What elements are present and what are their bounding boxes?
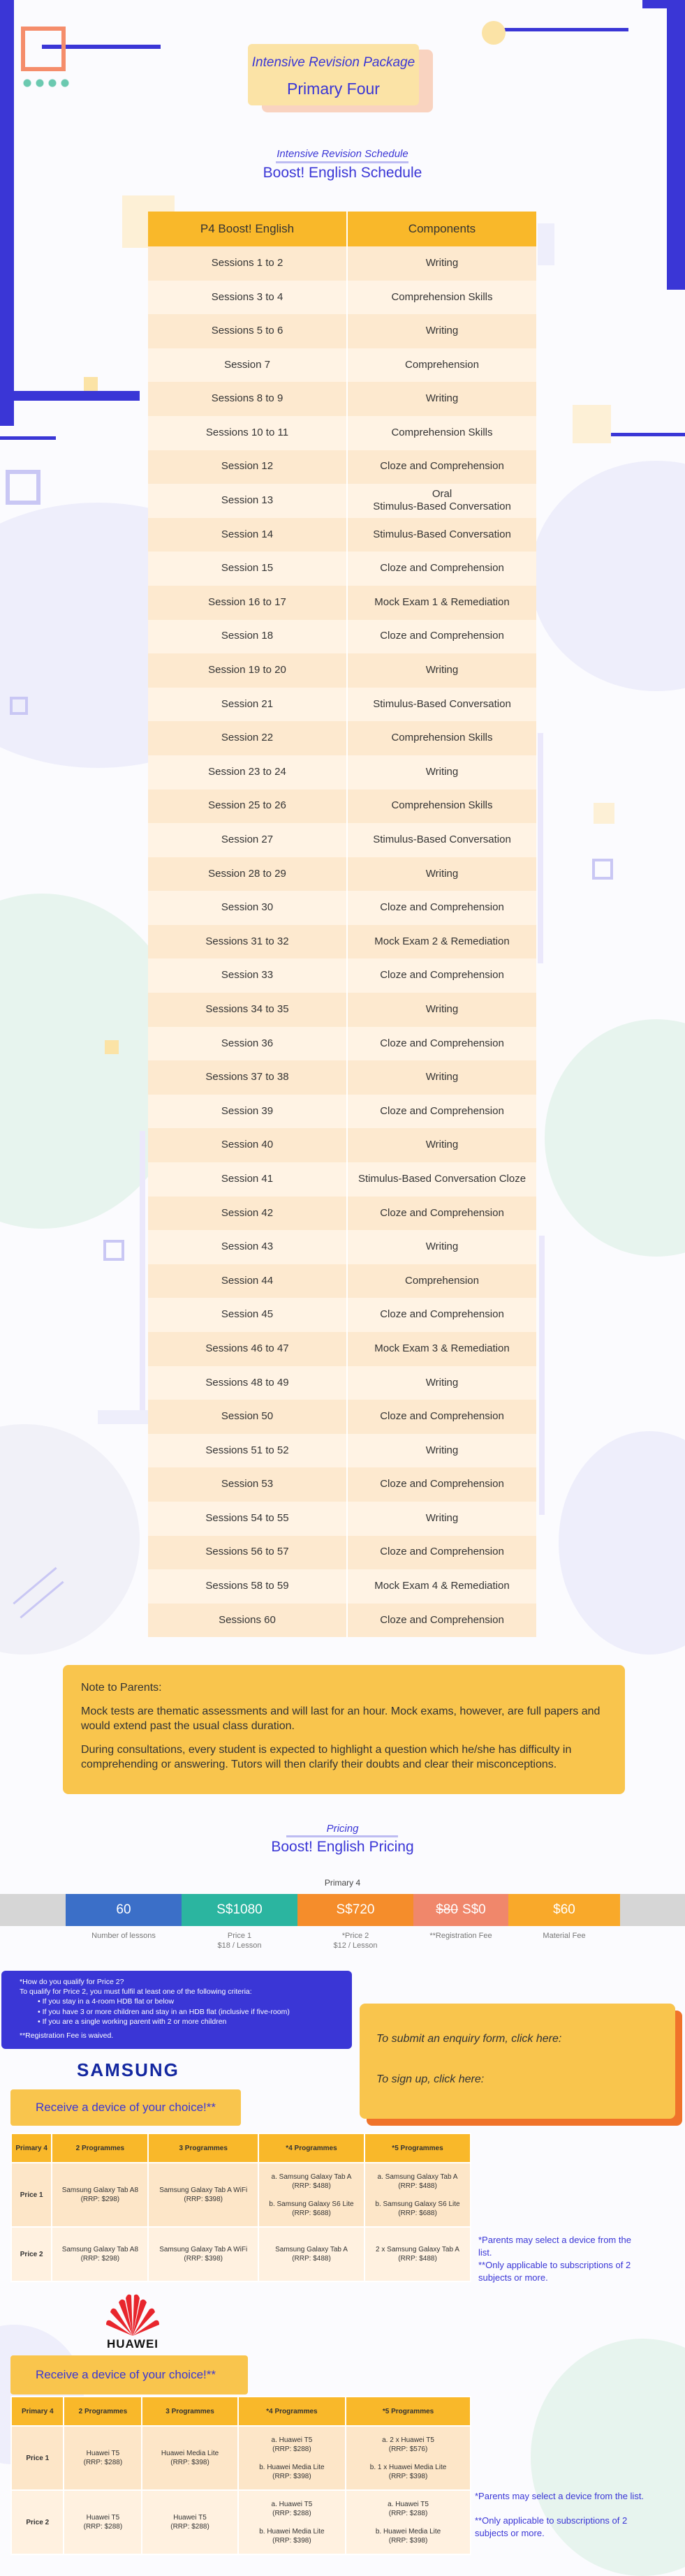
session-cell: Session 13	[148, 484, 347, 518]
table-row	[148, 518, 536, 552]
session-cell: Session 14	[148, 518, 347, 552]
schedule-header-row	[148, 212, 536, 246]
table-row	[148, 790, 536, 824]
table-row	[148, 1298, 536, 1332]
component-cell: Comprehension	[347, 1264, 536, 1298]
decor-bar	[0, 0, 14, 426]
decor-bar	[642, 0, 685, 8]
session-cell: Session 39	[148, 1095, 347, 1129]
component-cell: Writing	[347, 314, 536, 348]
pricing-value: S$1080	[216, 1902, 263, 1917]
component-cell: Writing	[347, 1502, 536, 1536]
schedule-title: Boost! English Schedule	[263, 165, 422, 181]
session-cell: Session 44	[148, 1264, 347, 1298]
pricing-value: $60	[553, 1902, 575, 1917]
session-cell: Session 53	[148, 1467, 347, 1502]
table-row	[148, 1434, 536, 1468]
package-subtitle: Intensive Revision Package	[251, 55, 415, 70]
device-col-header: 3 Programmes	[142, 2397, 237, 2426]
table-row	[148, 857, 536, 891]
schedule-table-wrap	[148, 212, 536, 1637]
table-row	[148, 688, 536, 722]
session-cell: Session 30	[148, 891, 347, 925]
session-cell: Session 27	[148, 823, 347, 857]
bg-blob	[0, 1424, 140, 1655]
component-cell: Cloze and Comprehension	[347, 552, 536, 586]
decor-square	[594, 803, 614, 824]
session-cell: Session 50	[148, 1400, 347, 1434]
price-tier-cell: Price 1	[11, 2426, 64, 2490]
table-row	[148, 1332, 536, 1366]
device-row	[11, 2426, 471, 2490]
bg-blob	[545, 1019, 685, 1257]
device-col-header: *4 Programmes	[258, 2133, 364, 2163]
device-col-header: *5 Programmes	[364, 2133, 471, 2163]
session-cell: Sessions 58 to 59	[148, 1569, 347, 1604]
device-cell: Huawei Media Lite (RRP: $398)	[142, 2426, 237, 2490]
table-row	[148, 1502, 536, 1536]
table-row	[148, 620, 536, 654]
device-cell: Huawei T5 (RRP: $288)	[142, 2490, 237, 2554]
device-row	[11, 2227, 471, 2281]
device-header-row	[11, 2133, 471, 2163]
session-cell: Session 42	[148, 1197, 347, 1231]
device-col-header: *4 Programmes	[238, 2397, 346, 2426]
table-row	[148, 314, 536, 348]
huawei-note: **Only applicable to subscriptions of 2 subjects or more.	[475, 2515, 628, 2538]
component-cell: Cloze and Comprehension	[347, 1400, 536, 1434]
table-row	[148, 281, 536, 315]
device-cell: Samsung Galaxy Tab A WiFi (RRP: $398)	[148, 2163, 258, 2227]
device-cell: a. Huawei T5 (RRP: $288) b. Huawei Media Lite (RRP: $398)	[346, 2490, 471, 2554]
table-row	[148, 1569, 536, 1604]
session-cell: Sessions 34 to 35	[148, 993, 347, 1027]
device-col-header: 2 Programmes	[52, 2133, 148, 2163]
table-row	[148, 1536, 536, 1570]
session-cell: Sessions 48 to 49	[148, 1366, 347, 1400]
device-cell: a. 2 x Huawei T5 (RRP: $576) b. 1 x Huawei Media Lite (RRP: $398)	[346, 2426, 471, 2490]
decor-dots	[21, 78, 70, 88]
device-col-header: Primary 4	[11, 2397, 64, 2426]
component-cell: Mock Exam 3 & Remediation	[347, 1332, 536, 1366]
component-cell: Comprehension Skills	[347, 790, 536, 824]
pricing-label	[66, 1931, 182, 1941]
schedule-col-header: Components	[347, 212, 536, 246]
device-col-header: 3 Programmes	[148, 2133, 258, 2163]
pricing-label	[297, 1931, 413, 1951]
component-cell: Writing	[347, 993, 536, 1027]
pricing-segment	[413, 1894, 508, 1926]
qualify-heading: *How do you qualify for Price 2?	[20, 1978, 124, 1986]
device-cell: a. Huawei T5 (RRP: $288) b. Huawei Media Lite (RRP: $398)	[238, 2426, 346, 2490]
table-row	[148, 925, 536, 959]
pricing-label-line: Number of lessons	[91, 1932, 156, 1940]
device-cell: Huawei T5 (RRP: $288)	[64, 2426, 142, 2490]
table-row	[148, 484, 536, 518]
decor-bar	[0, 436, 56, 440]
package-title: Primary Four	[287, 80, 380, 98]
decor-square	[573, 405, 611, 443]
pricing-label-line: *Price 2	[341, 1932, 369, 1940]
qualify-bullet: • If you have 3 or more children and stay in an HDB flat (inclusive if five-room)	[38, 2007, 290, 2016]
device-row	[11, 2490, 471, 2554]
price-tier-cell: Price 2	[11, 2490, 64, 2554]
component-cell: Writing	[347, 1060, 536, 1095]
session-cell: Sessions 60	[148, 1604, 347, 1638]
note-to-parents	[63, 1665, 625, 1794]
decor-circle	[482, 21, 506, 45]
table-row	[148, 653, 536, 688]
schedule-table	[148, 212, 536, 1637]
component-cell: Comprehension Skills	[347, 281, 536, 315]
device-cell: Samsung Galaxy Tab A (RRP: $488)	[258, 2227, 364, 2281]
component-cell: Cloze and Comprehension	[347, 620, 536, 654]
table-row	[148, 348, 536, 383]
session-cell: Session 36	[148, 1027, 347, 1061]
component-cell: Writing	[347, 857, 536, 891]
component-cell: Comprehension Skills	[347, 721, 536, 755]
component-cell: Mock Exam 1 & Remediation	[347, 586, 536, 620]
component-cell: Cloze and Comprehension	[347, 1095, 536, 1129]
decor-square	[10, 697, 28, 715]
decor-line	[140, 1131, 145, 1424]
pricing-subtitle: Pricing	[326, 1823, 359, 1835]
component-cell: Cloze and Comprehension	[347, 1604, 536, 1638]
table-row	[148, 1162, 536, 1197]
device-header-row	[11, 2397, 471, 2426]
component-cell: Mock Exam 4 & Remediation	[347, 1569, 536, 1604]
table-row	[148, 891, 536, 925]
device-cell: Samsung Galaxy Tab A8 (RRP: $298)	[52, 2227, 148, 2281]
signup-link[interactable]: To sign up, click here:	[376, 2073, 485, 2085]
component-cell: Oral Stimulus-Based Conversation	[347, 484, 536, 518]
samsung-device-table	[10, 2133, 471, 2282]
pricing-label-line: $12 / Lesson	[333, 1941, 378, 1950]
note-paragraph: During consultations, every student is expected to highlight a question which he/she has difficulty in comprehending or answering. Tutors will then clarify their doubts and clear their misconceptions.	[81, 1743, 572, 1771]
session-cell: Session 15	[148, 552, 347, 586]
session-cell: Session 21	[148, 688, 347, 722]
pricing-label-line: Material Fee	[543, 1932, 586, 1940]
device-col-header: 2 Programmes	[64, 2397, 142, 2426]
decor-square	[21, 27, 66, 71]
component-cell: Stimulus-Based Conversation	[347, 688, 536, 722]
schedule-body	[148, 246, 536, 1637]
qualify-footer: **Registration Fee is waived.	[20, 2031, 114, 2040]
decor-square	[538, 223, 554, 265]
huawei-logo-text: HUAWEI	[107, 2337, 159, 2351]
pricing-segment	[66, 1894, 182, 1926]
session-cell: Session 19 to 20	[148, 653, 347, 688]
decor-square	[6, 470, 40, 505]
session-cell: Session 28 to 29	[148, 857, 347, 891]
session-cell: Sessions 37 to 38	[148, 1060, 347, 1095]
decor-bar	[667, 0, 685, 290]
table-row	[148, 586, 536, 620]
component-cell: Stimulus-Based Conversation	[347, 518, 536, 552]
pricing-label	[508, 1931, 620, 1941]
samsung-note: *Parents may select a device from the list.	[478, 2235, 631, 2258]
session-cell: Session 22	[148, 721, 347, 755]
session-cell: Session 12	[148, 450, 347, 484]
decor-line	[539, 1236, 545, 1515]
schedule-subtitle: Intensive Revision Schedule	[277, 148, 408, 160]
session-cell: Session 45	[148, 1298, 347, 1332]
pricing-label-line: **Registration Fee	[429, 1932, 492, 1940]
device-cell: a. Huawei T5 (RRP: $288) b. Huawei Media Lite (RRP: $398)	[238, 2490, 346, 2554]
price-tier-cell: Price 2	[11, 2227, 52, 2281]
component-cell: Writing	[347, 1434, 536, 1468]
session-cell: Session 18	[148, 620, 347, 654]
pricing-value: 60	[116, 1902, 131, 1917]
table-row	[148, 1230, 536, 1264]
component-cell: Cloze and Comprehension	[347, 1467, 536, 1502]
pricing-title: Boost! English Pricing	[271, 1839, 414, 1855]
session-cell: Session 7	[148, 348, 347, 383]
note-heading: Note to Parents:	[81, 1682, 162, 1694]
decor-line	[538, 733, 543, 963]
table-row	[148, 1027, 536, 1061]
table-row	[148, 1128, 536, 1162]
qualify-bullet: • If you stay in a 4-room HDB flat or below	[38, 1997, 175, 2006]
component-cell: Writing	[347, 1230, 536, 1264]
pricing-value: S$720	[336, 1902, 375, 1917]
samsung-logo: SAMSUNG	[77, 2059, 179, 2080]
subtitle-underline	[286, 1835, 398, 1837]
bg-blob	[531, 461, 685, 691]
session-cell: Session 16 to 17	[148, 586, 347, 620]
component-cell: Writing	[347, 653, 536, 688]
struck-price: $80	[436, 1902, 458, 1917]
device-col-header: *5 Programmes	[346, 2397, 471, 2426]
session-cell: Session 33	[148, 958, 347, 993]
component-cell: Writing	[347, 755, 536, 790]
decor-square	[592, 859, 613, 880]
session-cell: Sessions 3 to 4	[148, 281, 347, 315]
component-cell: Writing	[347, 1366, 536, 1400]
pricing-segment	[508, 1894, 620, 1926]
huawei-note: *Parents may select a device from the list.	[475, 2491, 645, 2501]
table-row	[148, 993, 536, 1027]
table-row	[148, 382, 536, 416]
table-row	[148, 1366, 536, 1400]
pricing-label-line: $18 / Lesson	[217, 1941, 262, 1950]
table-row	[148, 958, 536, 993]
component-cell: Cloze and Comprehension	[347, 1027, 536, 1061]
schedule-col-header: P4 Boost! English	[148, 212, 347, 246]
table-row	[148, 1400, 536, 1434]
table-row	[148, 246, 536, 281]
component-cell: Comprehension	[347, 348, 536, 383]
price2-qualification	[1, 1971, 352, 2049]
bg-blob	[531, 2339, 685, 2576]
table-row	[148, 1060, 536, 1095]
table-row	[148, 755, 536, 790]
pricing-segment	[182, 1894, 297, 1926]
device-cell: a. Samsung Galaxy Tab A (RRP: $488) b. Samsung Galaxy S6 Lite (RRP: $688)	[258, 2163, 364, 2227]
subtitle-underline	[276, 161, 408, 163]
enquiry-link[interactable]: To submit an enquiry form, click here:	[376, 2033, 562, 2045]
enquiry-card	[360, 2004, 675, 2119]
device-cell: Huawei T5 (RRP: $288)	[64, 2490, 142, 2554]
component-cell: Cloze and Comprehension	[347, 1197, 536, 1231]
device-cell: 2 x Samsung Galaxy Tab A (RRP: $488)	[364, 2227, 471, 2281]
table-row	[148, 1197, 536, 1231]
session-cell: Sessions 51 to 52	[148, 1434, 347, 1468]
component-cell: Cloze and Comprehension	[347, 891, 536, 925]
session-cell: Sessions 46 to 47	[148, 1332, 347, 1366]
bg-blob	[559, 1431, 685, 1655]
decor-square	[103, 1240, 124, 1261]
pricing-segment	[297, 1894, 413, 1926]
qualify-bullet: • If you are a single working parent with 2 or more children	[38, 2017, 227, 2026]
device-cell: Samsung Galaxy Tab A WiFi (RRP: $398)	[148, 2227, 258, 2281]
huawei-logo-icon	[105, 2291, 161, 2337]
decor-square	[105, 1040, 119, 1054]
component-cell: Cloze and Comprehension	[347, 1536, 536, 1570]
session-cell: Sessions 5 to 6	[148, 314, 347, 348]
component-cell: Cloze and Comprehension	[347, 1298, 536, 1332]
package-header-card	[248, 44, 419, 105]
session-cell: Session 41	[148, 1162, 347, 1197]
session-cell: Session 25 to 26	[148, 790, 347, 824]
component-cell: Mock Exam 2 & Remediation	[347, 925, 536, 959]
table-row	[148, 721, 536, 755]
qualify-line: To qualify for Price 2, you must fulfil at least one of the following criteria:	[20, 1987, 252, 1997]
price-tier-cell: Price 1	[11, 2163, 52, 2227]
note-paragraph: Mock tests are thematic assessments and will last for an hour. Mock exams, however, are full papers and would extend past the usual class duration.	[81, 1705, 601, 1733]
session-cell: Sessions 31 to 32	[148, 925, 347, 959]
component-cell: Writing	[347, 246, 536, 281]
component-cell: Stimulus-Based Conversation Cloze	[347, 1162, 536, 1197]
table-row	[148, 1604, 536, 1638]
huawei-receive-banner: Receive a device of your choice!**	[10, 2355, 248, 2394]
table-row	[148, 1467, 536, 1502]
decor-bar	[601, 433, 685, 436]
huawei-device-table	[10, 2396, 471, 2555]
decor-square	[84, 377, 98, 391]
component-cell: Cloze and Comprehension	[347, 958, 536, 993]
device-row	[11, 2163, 471, 2227]
session-cell: Sessions 10 to 11	[148, 416, 347, 450]
session-cell: Session 40	[148, 1128, 347, 1162]
component-cell: Comprehension Skills	[347, 416, 536, 450]
pricing-label	[182, 1931, 297, 1951]
session-cell: Sessions 56 to 57	[148, 1536, 347, 1570]
package-header	[248, 44, 433, 112]
session-cell: Session 43	[148, 1230, 347, 1264]
device-col-header: Primary 4	[11, 2133, 52, 2163]
session-cell: Sessions 8 to 9	[148, 382, 347, 416]
samsung-receive-banner: Receive a device of your choice!**	[10, 2089, 241, 2126]
table-row	[148, 416, 536, 450]
session-cell: Sessions 54 to 55	[148, 1502, 347, 1536]
table-row	[148, 823, 536, 857]
session-cell: Session 23 to 24	[148, 755, 347, 790]
component-cell: Cloze and Comprehension	[347, 450, 536, 484]
table-row	[148, 450, 536, 484]
table-row	[148, 1095, 536, 1129]
decor-bar	[0, 391, 140, 401]
device-cell: Samsung Galaxy Tab A8 (RRP: $298)	[52, 2163, 148, 2227]
component-cell: Writing	[347, 1128, 536, 1162]
decor-bar	[503, 28, 628, 31]
device-cell: a. Samsung Galaxy Tab A (RRP: $488) b. Samsung Galaxy S6 Lite (RRP: $688)	[364, 2163, 471, 2227]
session-cell: Sessions 1 to 2	[148, 246, 347, 281]
pricing-level: Primary 4	[324, 1878, 361, 1888]
table-row	[148, 1264, 536, 1298]
samsung-note: **Only applicable to subscriptions of 2 subjects or more.	[478, 2260, 631, 2283]
component-cell: Writing	[347, 382, 536, 416]
table-row	[148, 552, 536, 586]
pricing-value: S$0	[462, 1902, 486, 1917]
pricing-label-line: Price 1	[227, 1932, 252, 1940]
pricing-label	[413, 1931, 508, 1941]
component-cell: Stimulus-Based Conversation	[347, 823, 536, 857]
